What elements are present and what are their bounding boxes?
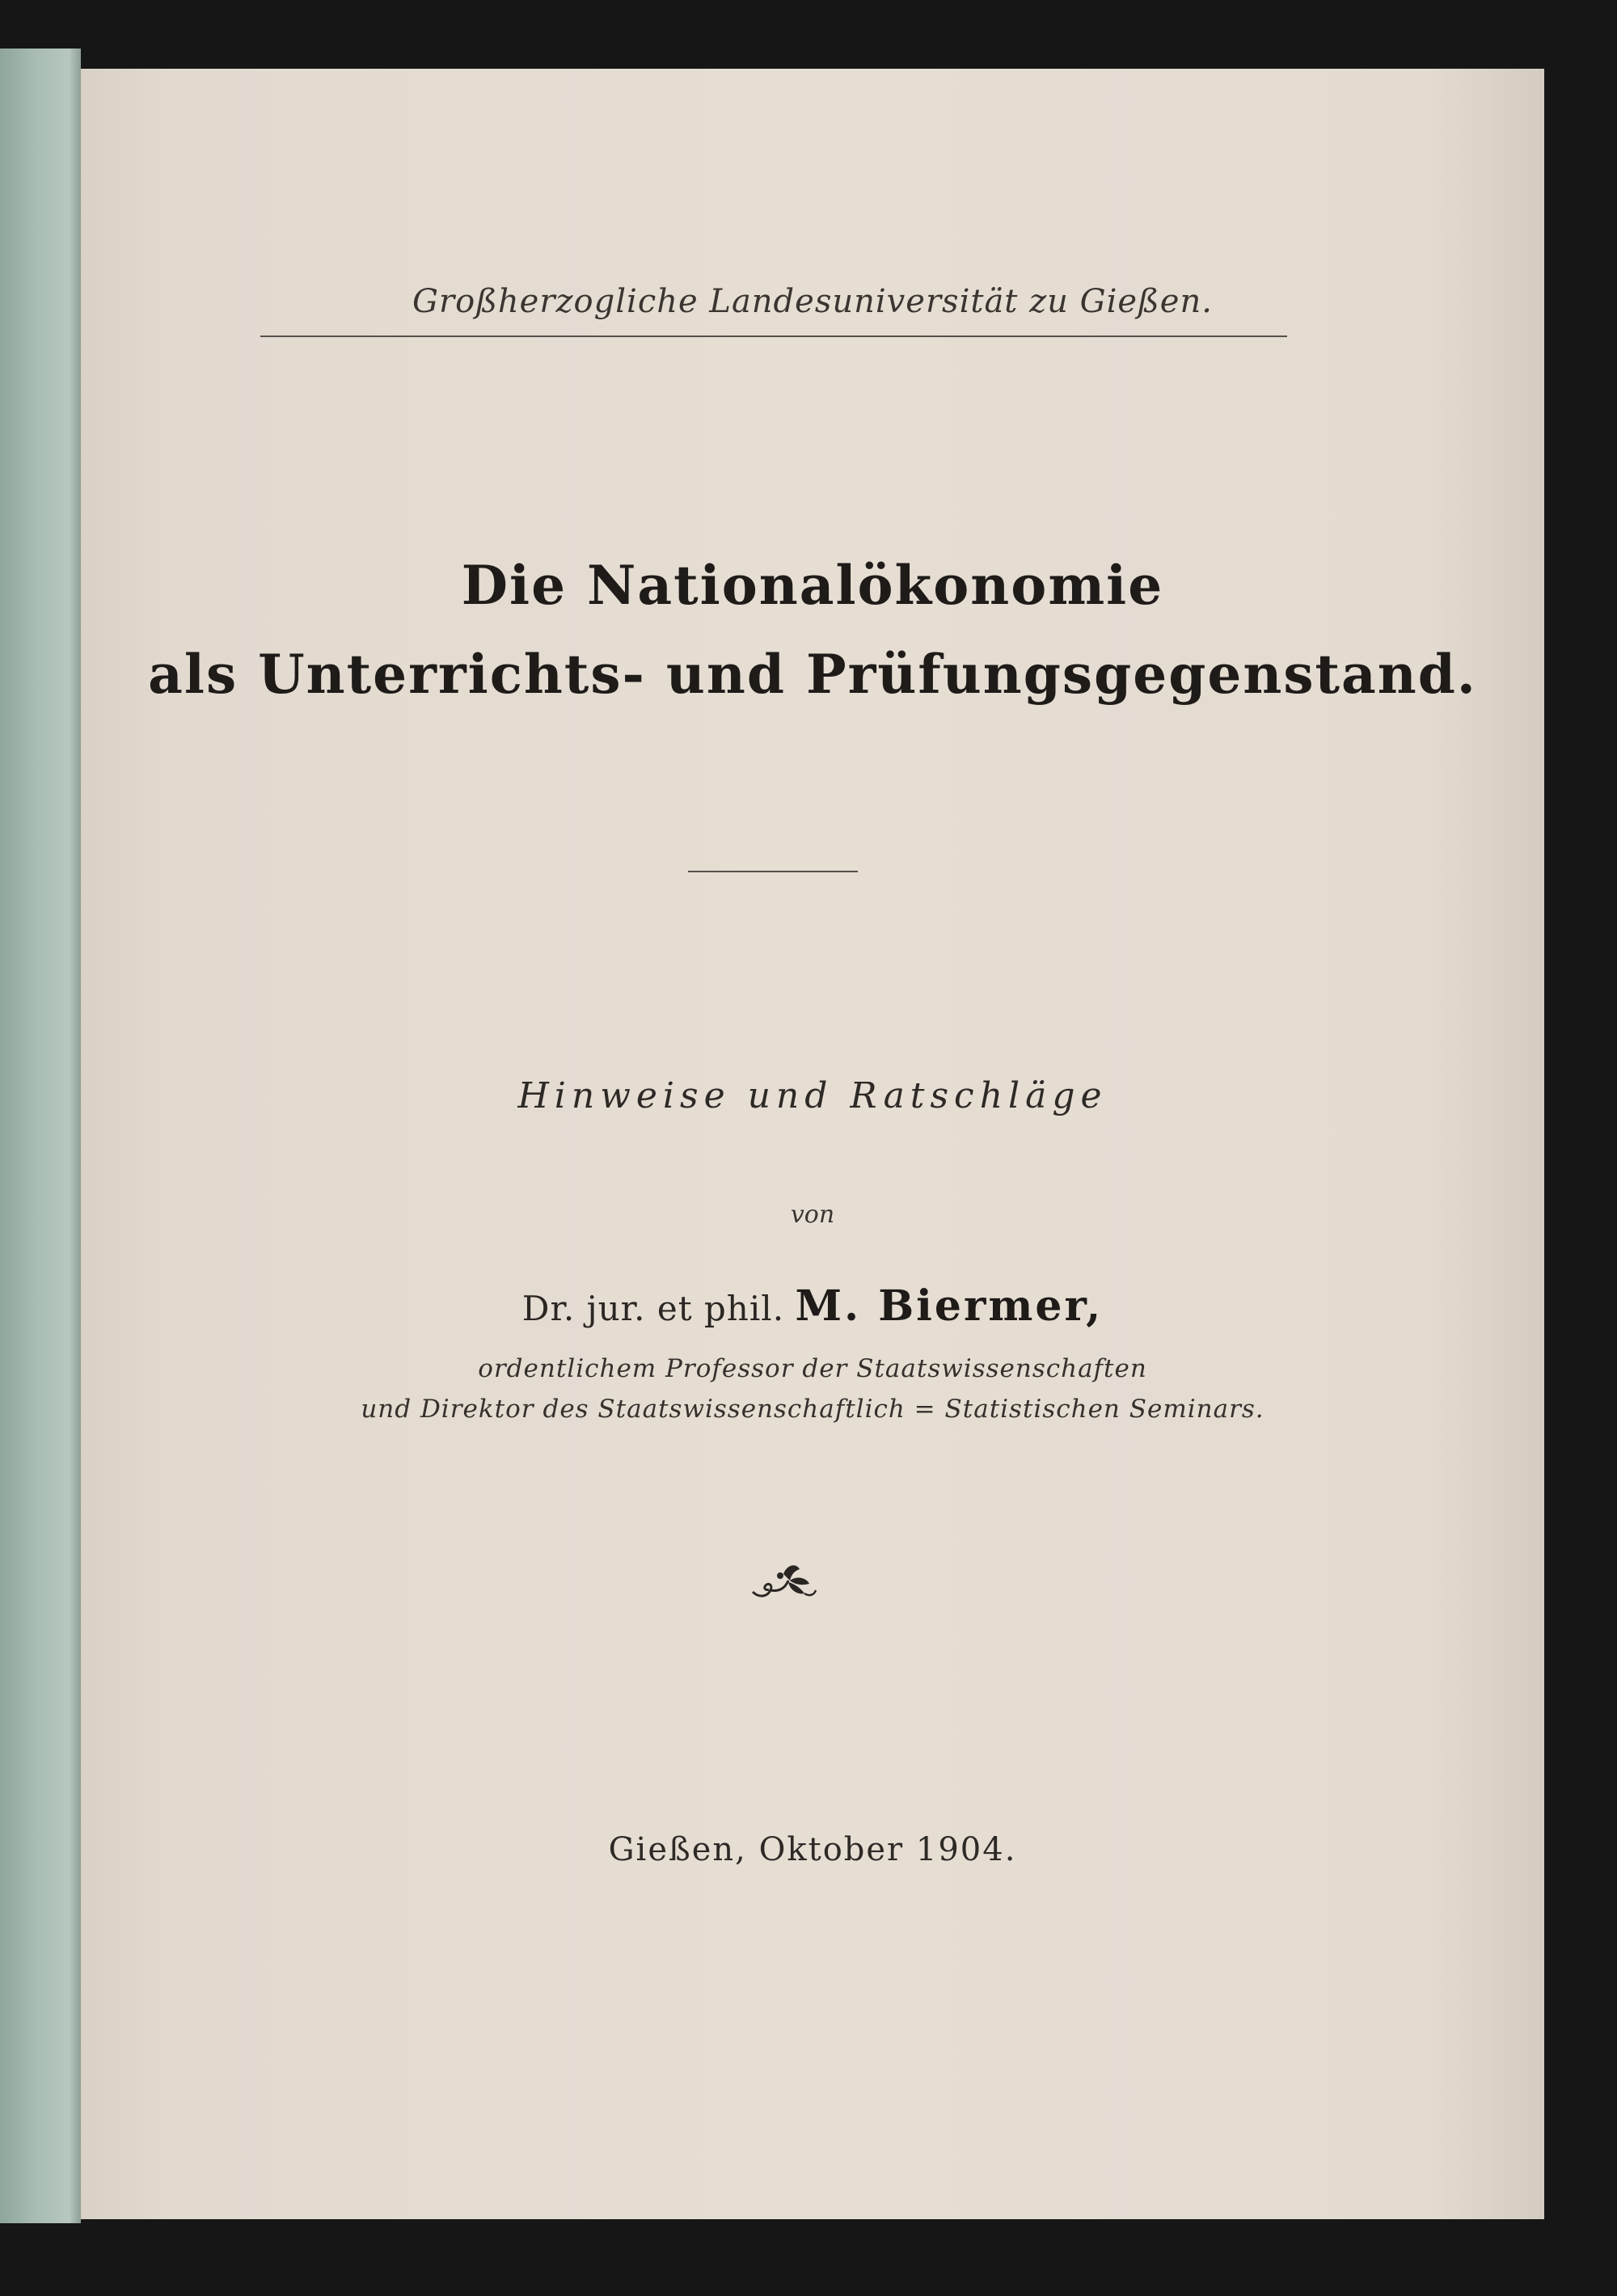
title-page [81, 69, 1544, 2219]
floral-ornament-icon [748, 1556, 821, 1605]
header-rule [260, 336, 1287, 337]
author-degree: Dr. jur. et phil. [521, 1289, 785, 1328]
university-header: Großherzogliche Landesuniversität zu Gießen. [412, 283, 1213, 320]
author-line [81, 1281, 1544, 1331]
place-and-date: Gießen, Oktober 1904. [608, 1831, 1017, 1868]
author-position-line-1: ordentlichem Professor der Staatswissenschaften [478, 1354, 1147, 1383]
book-cover-edge [0, 49, 81, 2223]
title-line-1: Die Nationalökonomie [461, 554, 1164, 617]
author-name: M. Biermer, [795, 1281, 1104, 1331]
by-label: von [790, 1201, 835, 1229]
author-position-line-2: und Direktor des Staatswissenschaftlich = Statistischen Seminars. [361, 1395, 1264, 1424]
title-divider [688, 871, 858, 872]
subtitle: Hinweise und Ratschläge [517, 1075, 1108, 1116]
title-line-2: als Unterrichts- und Prüfungsgegenstand. [148, 643, 1477, 706]
